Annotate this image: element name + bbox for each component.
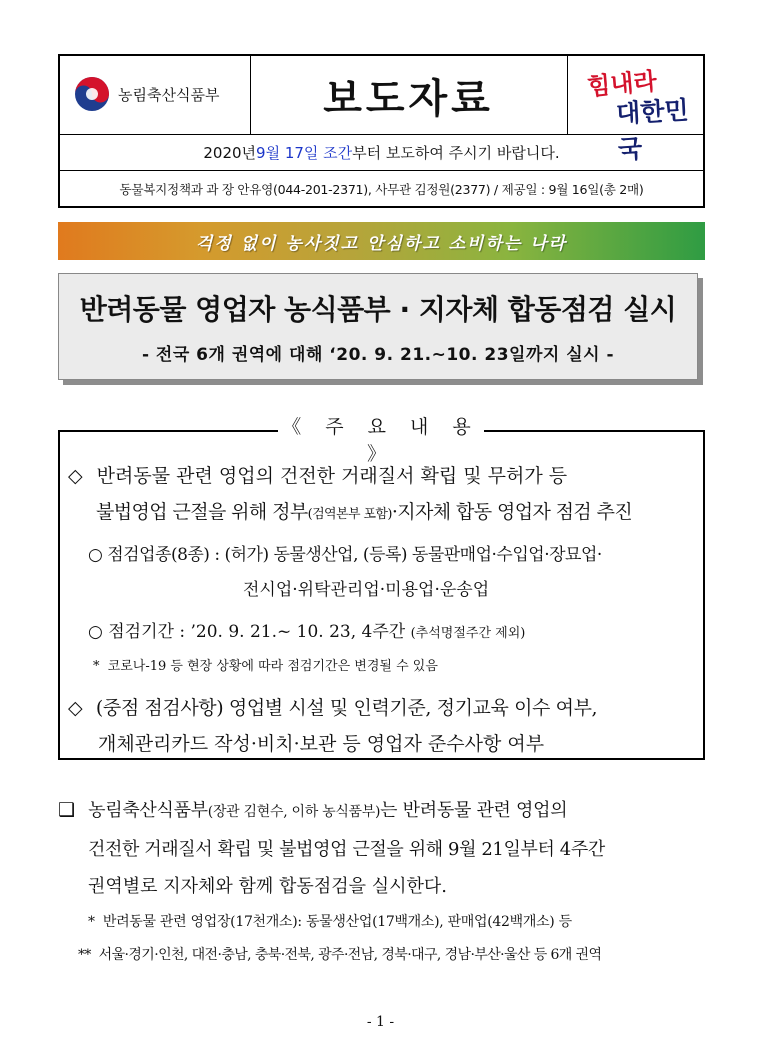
item1-text-a: 불법영업 근절을 위해 정부 [96,501,308,523]
slogan-banner [58,222,705,260]
diamond-bullet-icon: ◇ [68,697,83,719]
body-text-c: 는 반려동물 관련 영업의 [380,800,568,821]
square-bullet-icon: ❑ [58,799,75,821]
summary-item-1-line1: 반려동물 관련 영업의 건전한 거래질서 확립 및 무허가 등 [96,465,568,487]
ministry-logo-cell [60,56,251,134]
summary-item-2 [68,693,597,720]
summary-item-2-line1: (중점 점검사항) 영업별 시설 및 인력기준, 정기교육 이수 여부, [95,697,598,719]
body-paragraph-line1 [58,796,567,822]
release-date: 9월 17일 조간 [256,143,353,162]
double-asterisk-marker: ** [78,947,91,963]
summary-sub-1 [88,540,602,565]
ministry-name: 농림축산식품부 [118,85,220,104]
summary-sub-1-line1: 점검업종(8종) : (허가) 동물생산업, (등록) 동물판매업·수입업·장묘업· [107,545,602,565]
summary-sub-2-text: 점검기간 : ’20. 9. 21.~ 10. 23, 4주간 [108,622,406,642]
headline-subtitle: - 전국 6개 권역에 대해 ‘20. 9. 21.~10. 23일까지 실시 - [141,345,615,365]
summary-note-text: 코로나-19 등 현장 상황에 따라 점검기간은 변경될 수 있음 [107,659,438,674]
release-instruction [60,134,703,171]
item1-text-b: (검역본부 포함) [307,507,392,522]
asterisk-marker: * [93,659,100,674]
page-number: - 1 - [366,1014,395,1030]
government-emblem-icon [74,76,110,112]
summary-note [93,655,438,674]
contact-info: 동물복지정책과 과 장 안유영(044-201-2371), 사무관 김정원(2377) / 제공일 : 9월 16일(총 2매) [119,181,644,197]
footnote-1 [88,911,572,931]
slogan-line1: 힘내라 [586,67,658,101]
slogan-line2: 대한민국 [615,95,690,165]
body-paragraph-line2: 건전한 거래질서 확립 및 불법영업 근절을 위해 9월 21일부터 4주간 [88,839,605,860]
footnote-1-text: 반려동물 관련 영업장(17천개소): 동물생산업(17백개소), 판매업(42백개소) 등 [102,914,572,930]
summary-sub-2 [88,617,525,642]
slogan-cell [567,56,703,165]
circle-bullet-icon: ○ [88,622,103,642]
body-text-b: (장관 김현수, 이하 농식품부) [207,804,381,820]
diamond-bullet-icon: ◇ [68,465,83,487]
summary-sub-1-line2: 전시업·위탁관리업·미용업·운송업 [243,580,490,600]
body-paragraph-line3: 권역별로 지자체와 함께 합동점검을 실시한다. [88,876,447,897]
doc-type-cell [250,56,568,134]
summary-item-2-line2: 개체관리카드 작성·비치·보관 등 영업자 준수사항 여부 [98,733,545,755]
release-prefix: 2020년 [203,143,257,162]
summary-sub-2-note: (추석명절주간 제외) [410,626,526,641]
circle-bullet-icon: ○ [88,545,103,565]
press-release-header [58,54,705,208]
footnote-2 [78,944,601,964]
banner-text: 걱정 없이 농사짓고 안심하고 소비하는 나라 [195,233,568,254]
item1-text-c: ·지자체 합동 영업자 점검 추진 [391,501,633,523]
summary-item-1 [68,461,567,488]
asterisk-marker: * [88,914,95,930]
summary-title: 《 주 요 내 용 》 [278,412,484,466]
summary-item-1-line2 [96,497,632,524]
release-suffix: 부터 보도하여 주시기 바랍니다. [352,143,560,162]
doc-type-title: 보도자료 [323,75,494,122]
body-text-a: 농림축산식품부 [88,800,208,821]
headline-box [58,273,698,380]
footnote-2-text: 서울·경기·인천, 대전·충남, 충북·전북, 광주·전남, 경북·대구, 경남·부산·울산 등 6개 권역 [98,947,602,963]
headline-title: 반려동물 영업자 농식품부 · 지자체 합동점검 실시 [79,293,677,326]
